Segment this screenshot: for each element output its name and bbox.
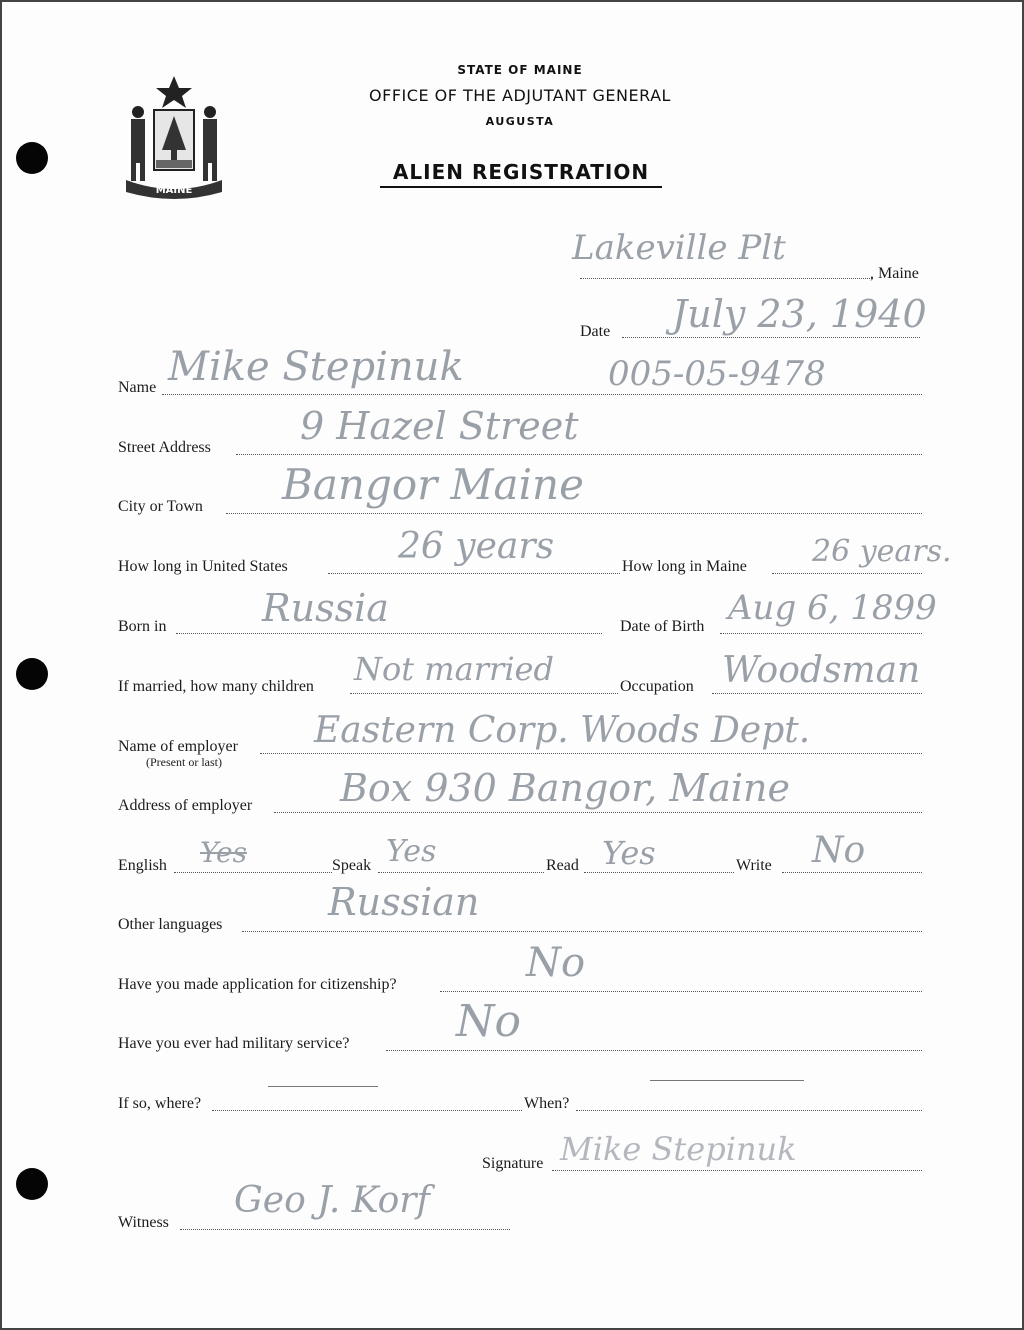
born-in-label: Born in	[118, 618, 167, 635]
english-label: English	[118, 857, 167, 874]
punch-hole-bottom	[16, 1168, 48, 1200]
employer-entry: Eastern Corp. Woods Dept.	[314, 710, 811, 751]
citizenship-label: Have you made application for citizenship?	[118, 976, 397, 993]
witness-label: Witness	[118, 1214, 169, 1231]
occupation-entry: Woodsman	[722, 650, 921, 691]
how-long-maine-label: How long in Maine	[622, 558, 747, 575]
citizenship-dots	[440, 991, 922, 992]
witness-dots	[180, 1229, 510, 1230]
date-of-birth-dots	[720, 633, 922, 634]
read-entry: Yes	[602, 834, 656, 872]
date-of-birth-label: Date of Birth	[620, 618, 705, 635]
military-entry: No	[456, 996, 521, 1047]
maine-seal-icon	[118, 72, 230, 202]
header-office: OFFICE OF THE ADJUTANT GENERAL	[369, 86, 671, 105]
signature-dots	[552, 1170, 922, 1171]
employer-dots	[260, 753, 922, 754]
read-dots	[584, 872, 734, 873]
other-languages-entry: Russian	[328, 880, 480, 924]
read-label: Read	[546, 857, 579, 874]
write-label: Write	[736, 857, 772, 874]
employer-address-entry: Box 930 Bangor, Maine	[340, 766, 791, 810]
street-label: Street Address	[118, 439, 211, 456]
occupation-dots	[712, 693, 922, 694]
date-entry: July 23, 1940	[672, 292, 927, 336]
city-entry: Bangor Maine	[282, 460, 584, 509]
where-dots	[212, 1110, 522, 1111]
when-dots	[576, 1110, 922, 1111]
speak-dots	[378, 872, 544, 873]
punch-hole-middle	[16, 658, 48, 690]
where-label: If so, where?	[118, 1095, 202, 1112]
other-languages-label: Other languages	[118, 916, 223, 933]
english-dots	[174, 872, 332, 873]
date-label: Date	[580, 323, 611, 340]
other-languages-dots	[242, 931, 922, 932]
military-dots	[386, 1050, 922, 1051]
how-long-us-dots	[328, 573, 620, 574]
how-long-us-label: How long in United States	[118, 558, 288, 575]
born-in-entry: Russia	[262, 586, 389, 630]
when-dash	[650, 1080, 804, 1081]
citizenship-entry: No	[526, 940, 586, 986]
date-dots	[622, 337, 920, 338]
children-label: If married, how many children	[118, 678, 314, 695]
form-title: ALIEN REGISTRATION	[380, 160, 662, 188]
where-dash	[268, 1086, 378, 1087]
born-in-dots	[176, 633, 602, 634]
how-long-maine-entry: 26 years.	[812, 534, 952, 569]
seal-label: MAINE	[155, 185, 193, 196]
header-city: AUGUSTA	[485, 115, 555, 128]
name-dots	[162, 394, 922, 395]
employer-address-dots	[274, 812, 922, 813]
town-dots	[580, 278, 872, 279]
speak-entry: Yes	[386, 834, 437, 869]
name-label: Name	[118, 379, 157, 396]
name-entry: Mike Stepinuk	[168, 344, 464, 390]
witness-entry: Geo J. Korf	[234, 1180, 430, 1221]
registration-number-entry: 005-05-9478	[608, 354, 826, 394]
city-label: City or Town	[118, 498, 203, 515]
header-state: STATE OF MAINE	[457, 63, 583, 77]
signature-label: Signature	[482, 1155, 544, 1172]
how-long-maine-dots	[772, 573, 922, 574]
employer-label: Name of employer	[118, 738, 238, 755]
english-entry: Yes	[200, 836, 247, 869]
occupation-label: Occupation	[620, 678, 694, 695]
date-of-birth-entry: Aug 6, 1899	[728, 588, 937, 628]
town-entry: Lakeville Plt	[572, 228, 786, 268]
when-label: When?	[524, 1095, 570, 1112]
street-dots	[236, 454, 922, 455]
employer-address-label: Address of employer	[118, 797, 253, 814]
speak-label: Speak	[332, 857, 372, 874]
write-entry: No	[812, 830, 866, 871]
military-label: Have you ever had military service?	[118, 1035, 350, 1052]
punch-hole-top	[16, 142, 48, 174]
street-entry: 9 Hazel Street	[300, 404, 579, 448]
city-dots	[226, 513, 922, 514]
maine-label: , Maine	[870, 265, 919, 282]
children-entry: Not married	[354, 650, 554, 688]
signature-entry: Mike Stepinuk	[560, 1130, 797, 1168]
how-long-us-entry: 26 years	[398, 526, 555, 567]
children-dots	[350, 693, 618, 694]
write-dots	[782, 872, 922, 873]
employer-note: (Present or last)	[146, 755, 222, 769]
